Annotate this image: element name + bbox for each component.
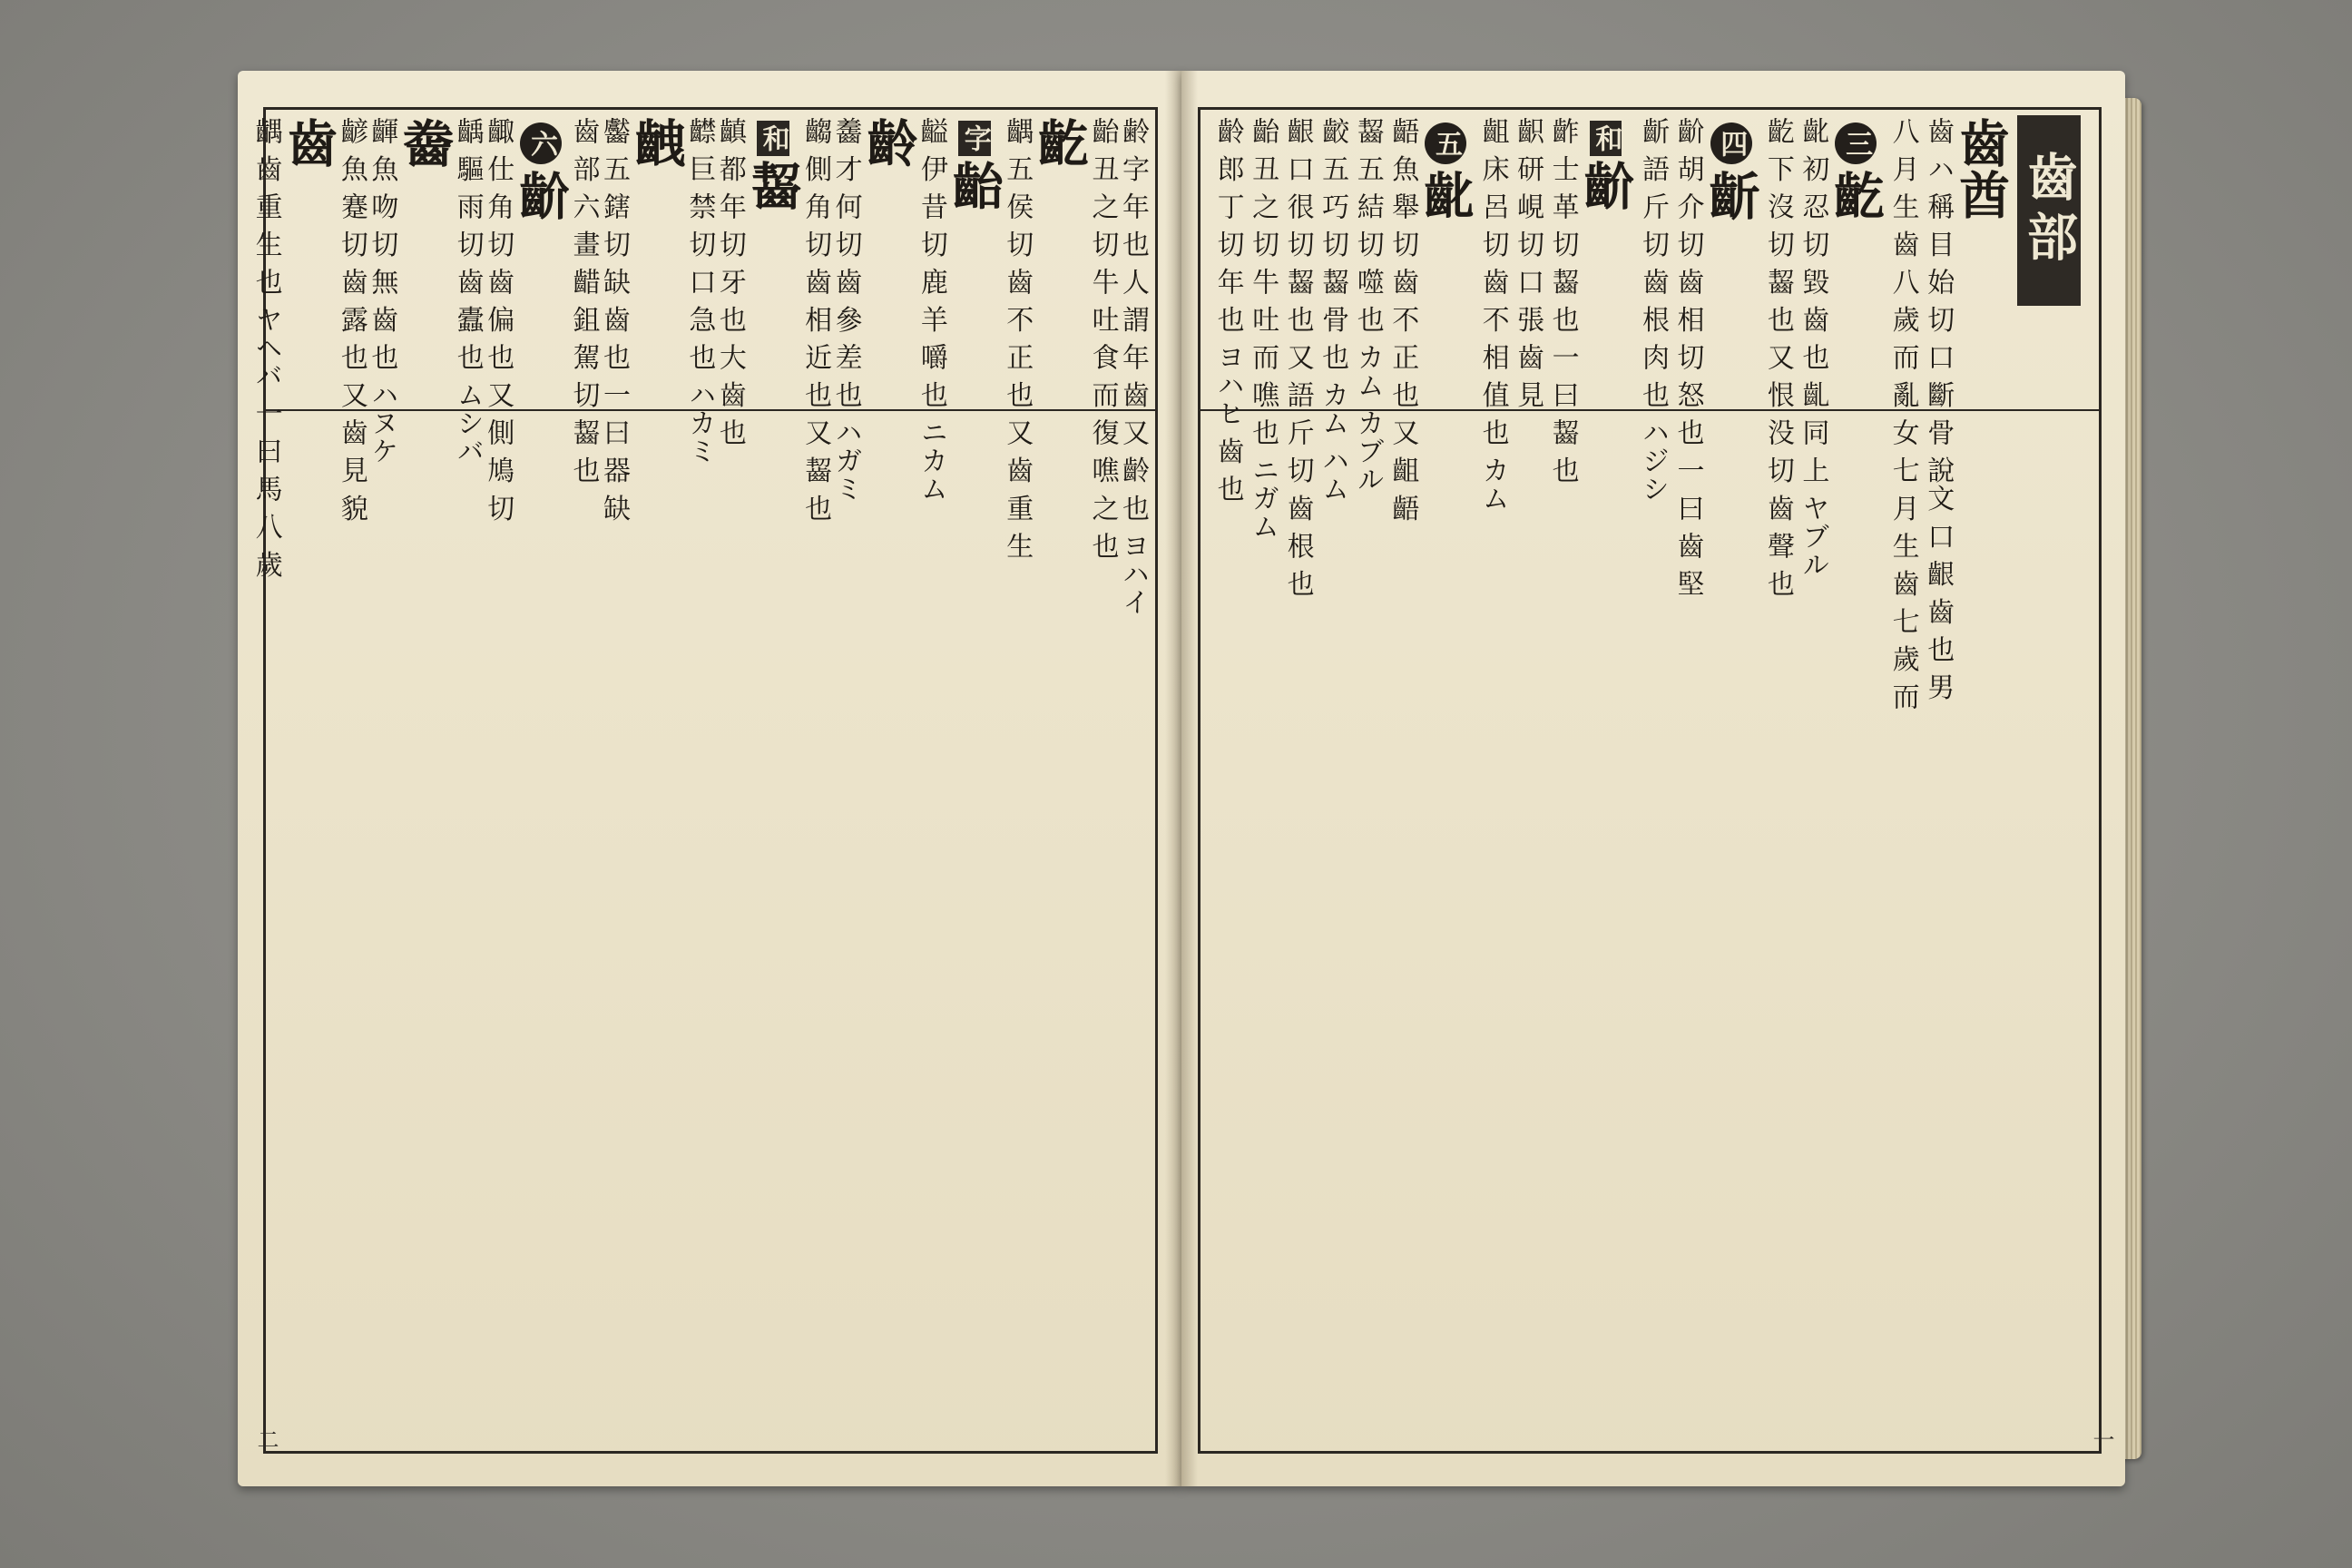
head-character: 酋 (1951, 169, 2011, 220)
stroke-count-circle: 四 (1710, 122, 1752, 164)
head-character: 齥 (626, 117, 687, 169)
text-column: 齢 字 年 也 人 謂 年 齒 又 齡 也 ヨハイ (1117, 117, 1149, 616)
head-column (1575, 117, 1636, 1444)
head-character: 齒 (1951, 117, 2011, 169)
text-column: 齧 五 結 切 噬 也 カム カブル (1351, 117, 1384, 494)
head-character: 齤 (395, 117, 456, 169)
mark-block: 和 (757, 121, 789, 156)
head-character: 齡 (858, 117, 919, 169)
stroke-count-circle: 六 (520, 122, 562, 164)
right-page-number: 一 (2089, 1428, 2114, 1450)
text-column: 齾 五 鎋 切 缺 齒 也 一 曰 器 缺 (598, 117, 631, 523)
text-column: 八 月 生 齒 八 歲 而 亂 女 七 月 生 齒 七 歲 而 (1886, 117, 1919, 711)
head-column (1826, 117, 1886, 1444)
head-column (1030, 117, 1090, 1444)
left-page-number: 二 (253, 1428, 279, 1450)
text-column: 齻 都 年 切 牙 也 大 齒 也 (713, 117, 746, 447)
text-column: 齵 齒 重 生 也 ヤヘバ 一 曰 馬 八 歲 (250, 117, 282, 579)
text-column: 齒 ハ 稱 目 始 切 口 斷 骨 說文 口 齦 齒 也 男 (1922, 117, 1955, 701)
head-character: 齗 (1700, 170, 1761, 221)
head-character: 齝 (944, 160, 1004, 211)
text-column: 齡 郎 丁 切 年 也 ヨハヒ 齒 也 (1211, 117, 1244, 504)
mark-block: 和 (1590, 121, 1622, 156)
text-column: 齟 床 呂 切 齒 不 相 值 也 カム (1476, 117, 1509, 513)
text-column: 齹 才 何 切 齒 參 差 也 ハガミ (829, 117, 862, 504)
text-column: 齞 研 峴 切 口 張 齒 見 (1512, 117, 1544, 409)
left-page-columns (250, 117, 1149, 1444)
head-column (1951, 117, 2011, 1444)
head-column (395, 117, 456, 1444)
text-column: 齬 魚 舉 切 齒 不 正 也 又 齟 齬 (1387, 117, 1419, 523)
head-character: 齧 (742, 160, 803, 211)
text-column: 齦 口 很 切 齧 也 又 語 斤 切 齒 根 也 (1281, 117, 1314, 598)
head-character: 齘 (1575, 160, 1636, 211)
head-column (1416, 117, 1476, 1444)
right-page-frame (1198, 107, 2102, 1454)
head-column (511, 117, 572, 1444)
head-column (281, 117, 337, 1444)
right-page (1181, 71, 2125, 1486)
text-column: 齔 初 忍 切 毀 齒 也 齓 同 上 ヤブル (1797, 117, 1829, 579)
text-column: 齕 下 沒 切 齧 也 又 恨 没 切 齒 聲 也 (1761, 117, 1794, 598)
head-character: 齕 (1826, 170, 1886, 221)
head-character: 齒 (279, 117, 339, 169)
text-column: 齸 伊 昔 切 鹿 羊 嚼 也 ニカム (915, 117, 947, 504)
text-column: 齝 丑 之 切 牛 吐 而 噍 也 ニガム (1247, 117, 1279, 541)
head-column (626, 117, 687, 1444)
left-page (238, 71, 1181, 1486)
right-page-columns (1208, 117, 2011, 1444)
head-column (1700, 117, 1761, 1444)
head-character: 齕 (1030, 117, 1090, 169)
text-column: 齘 胡 介 切 齒 相 切 怒 也 一 曰 齒 堅 (1671, 117, 1704, 598)
text-column: 齽 巨 禁 切 口 急 也 ハカミ (683, 117, 716, 466)
text-column: 齒 部 六 畫 齰 鉏 駕 切 齧 也 (567, 117, 600, 485)
section-title-block: 齒部 (2017, 115, 2081, 306)
head-column (946, 117, 1002, 1444)
open-book (238, 71, 2125, 1486)
text-column: 齲 驅 雨 切 齒 蠹 也 ムシバ (451, 117, 484, 466)
text-column: 齴 魚 蹇 切 齒 露 也 又 齒 見 貌 (335, 117, 368, 523)
stroke-count-circle: 三 (1835, 122, 1877, 164)
mark-block: 字 (958, 121, 991, 156)
head-column (858, 117, 919, 1444)
head-column (742, 117, 803, 1444)
text-column: 齳 魚 吻 切 無 齒 也 ハヌケ (366, 117, 398, 466)
text-column: 齝 丑 之 切 牛 吐 食 而 復 噍 之 也 (1086, 117, 1119, 560)
left-page-frame (250, 107, 1158, 1454)
text-column: 齗 語 斤 切 齒 根 肉 也 ハジシ (1636, 117, 1669, 504)
text-column: 齱 仕 角 切 齒 偏 也 又 側 鳩 切 (482, 117, 514, 523)
text-column: 齩 五 巧 切 齧 骨 也 カム ハム (1317, 117, 1349, 504)
text-column: 齵 五 侯 切 齒 不 正 也 又 齒 重 生 (1001, 117, 1034, 560)
stroke-count-circle: 五 (1425, 122, 1466, 164)
head-character: 齘 (511, 170, 572, 221)
text-column: 齺 側 角 切 齒 相 近 也 又 齧 也 (799, 117, 832, 523)
text-column: 齚 士 革 切 齧 也 一 曰 齧 也 (1546, 117, 1579, 485)
head-character: 齔 (1416, 170, 1476, 221)
